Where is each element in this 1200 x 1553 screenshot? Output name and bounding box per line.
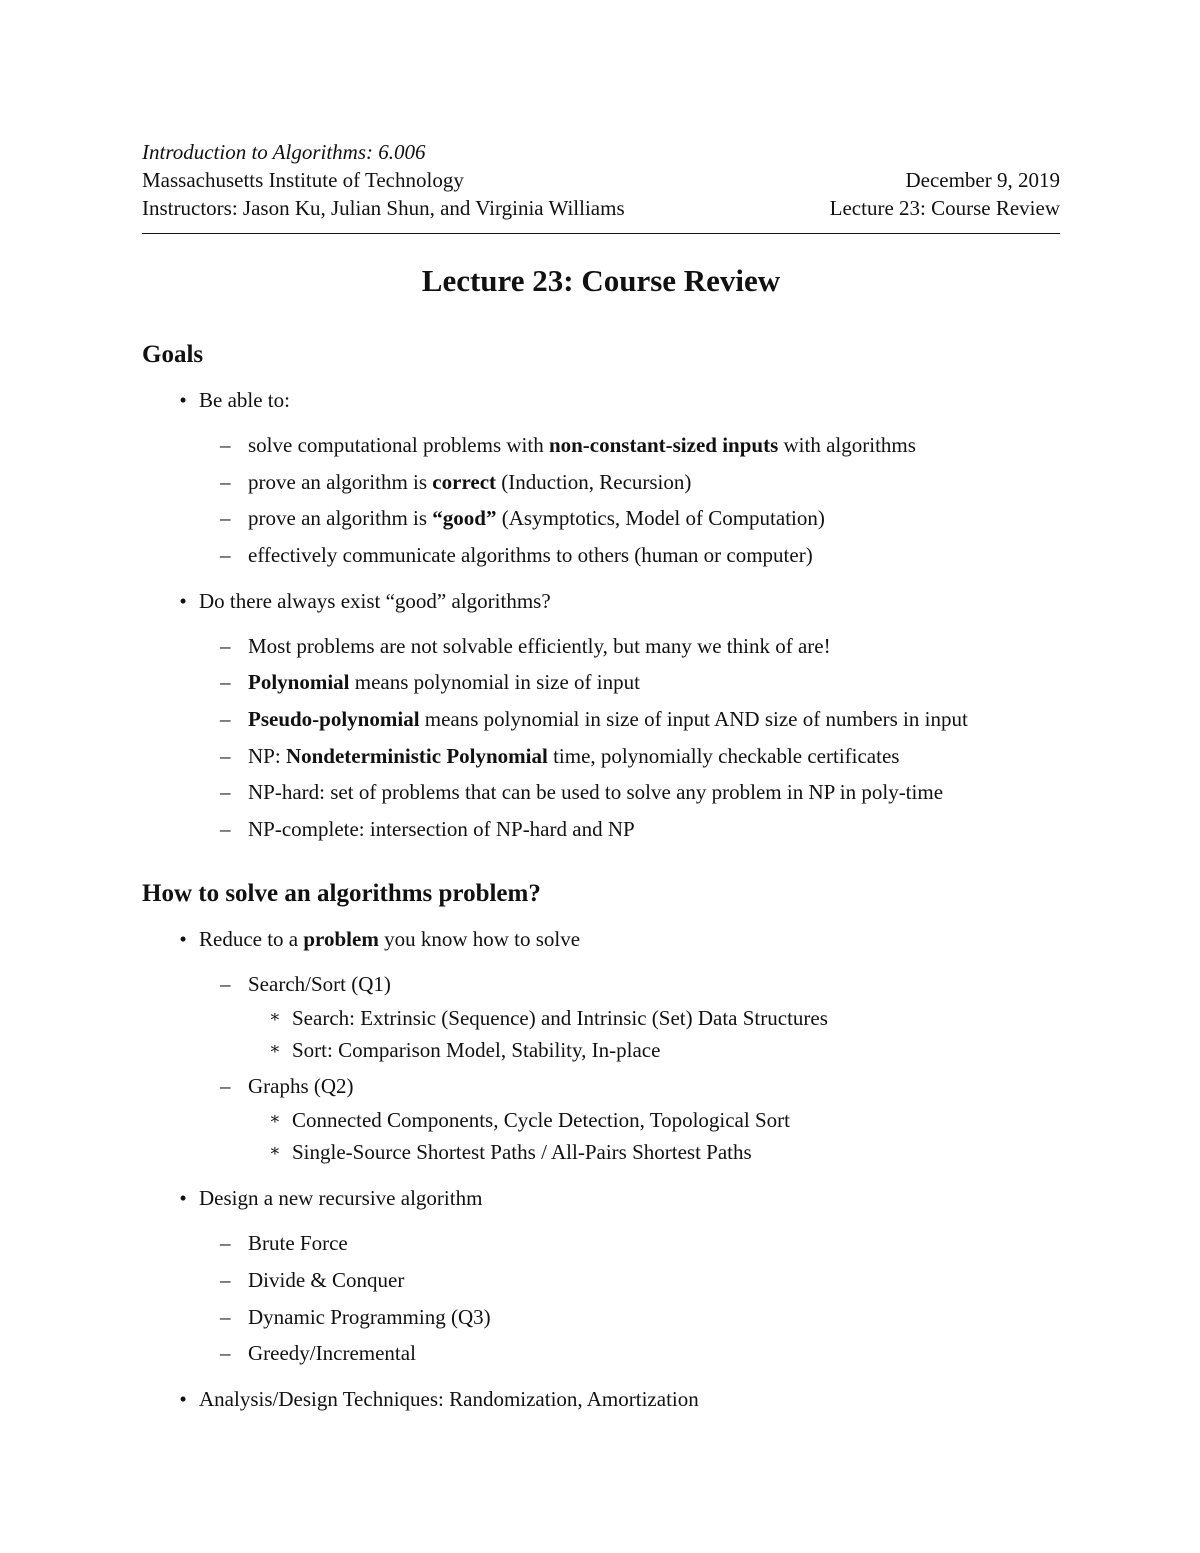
be-able-label: Be able to: <box>199 388 290 412</box>
design-sublist <box>199 1229 1060 1367</box>
item-text: time, polynomially checkable certificates <box>547 743 900 768</box>
course-name: Introduction to Algorithms: 6.006 <box>142 140 426 164</box>
subsublist-item <box>248 1106 1060 1134</box>
instructors: Instructors: Jason Ku, Julian Shun, and Virginia Williams <box>142 196 625 220</box>
exist-sublist <box>199 632 1060 843</box>
item-text: Dynamic Programming (Q3) <box>248 1304 491 1329</box>
item-text: Single-Source Shortest Paths / All-Pairs Shortest Paths <box>292 1140 752 1165</box>
dash-icon: – <box>220 1074 231 1099</box>
bullet-icon: • <box>179 1387 187 1412</box>
bullet-icon: • <box>179 1186 187 1211</box>
dash-icon: – <box>220 469 231 494</box>
sublist-item <box>199 632 1060 660</box>
dash-icon: – <box>220 433 231 457</box>
list-item-reduce <box>142 925 1060 1167</box>
star-icon: ∗ <box>269 1038 281 1058</box>
dash-icon: – <box>220 1341 231 1366</box>
item-text: Sort: Comparison Model, Stability, In-place <box>292 1037 661 1062</box>
sublist-item-search-sort <box>199 970 1060 1064</box>
dash-icon: – <box>220 743 231 768</box>
item-text: Brute Force <box>248 1231 348 1256</box>
item-text: (Induction, Recursion) <box>496 469 692 494</box>
dash-icon: – <box>220 971 231 996</box>
item-bold: correct <box>432 469 497 494</box>
sublist-item <box>199 778 1060 806</box>
goals-list <box>142 386 1060 843</box>
item-text: solve computational problems with <box>248 433 549 457</box>
bullet-icon: • <box>179 926 187 951</box>
dash-icon: – <box>220 780 231 805</box>
item-text: prove an algorithm is <box>248 506 433 531</box>
sublist-item <box>199 1339 1060 1367</box>
sublist-item <box>199 468 1060 496</box>
sublist-item <box>199 1229 1060 1257</box>
item-text: with algorithms <box>778 433 916 457</box>
graphs-sublist <box>248 1106 1060 1166</box>
header-row-3 <box>142 194 1060 222</box>
star-icon: ∗ <box>269 1141 281 1161</box>
item-text: NP: <box>248 743 286 768</box>
item-bold: “good” <box>432 506 497 531</box>
lecture-date: December 9, 2019 <box>905 168 1060 192</box>
sublist-item <box>199 742 1060 770</box>
item-text: means polynomial in size of input <box>349 670 640 695</box>
sublist-item-graphs <box>199 1072 1060 1166</box>
dash-icon: – <box>220 1304 231 1329</box>
item-text: Design a new recursive algorithm <box>199 1186 483 1211</box>
item-text: Analysis/Design Techniques: Randomization, Amortization <box>199 1387 699 1412</box>
item-text: effectively communicate algorithms to others (human or computer) <box>248 542 813 567</box>
sublist-item <box>199 705 1060 733</box>
item-text: Connected Components, Cycle Detection, Topological Sort <box>292 1108 790 1133</box>
dash-icon: – <box>220 816 231 841</box>
item-text: Most problems are not solvable efficiently, but many we think of are! <box>248 633 831 658</box>
item-text: means polynomial in size of input AND size of numbers in input <box>419 706 968 731</box>
item-text: prove an algorithm is <box>248 469 433 494</box>
item-bold: Nondeterministic Polynomial <box>285 743 548 768</box>
subsublist-item <box>248 1004 1060 1032</box>
exist-label: Do there always exist “good” algorithms? <box>199 588 551 613</box>
search-sort-sublist <box>248 1004 1060 1064</box>
list-item-exist <box>142 587 1060 843</box>
item-text: Search: Extrinsic (Sequence) and Intrinsic (Set) Data Structures <box>292 1005 828 1030</box>
lecture-label: Lecture 23: Course Review <box>829 196 1060 220</box>
sublist-item <box>199 431 1060 459</box>
item-text: NP-complete: intersection of NP-hard and NP <box>248 816 635 841</box>
sublist-item <box>199 668 1060 696</box>
item-text: Graphs (Q2) <box>248 1074 354 1099</box>
item-text: Reduce to a <box>199 926 304 951</box>
dash-icon: – <box>220 1267 231 1292</box>
star-icon: ∗ <box>269 1006 281 1026</box>
sublist-item <box>199 504 1060 532</box>
dash-icon: – <box>220 542 231 567</box>
institution: Massachusetts Institute of Technology <box>142 168 464 192</box>
item-text: Search/Sort (Q1) <box>248 971 391 996</box>
dash-icon: – <box>220 1231 231 1256</box>
item-bold: Polynomial <box>248 670 350 695</box>
item-bold: Pseudo-polynomial <box>248 706 420 731</box>
sublist-item <box>199 1303 1060 1331</box>
item-text: Divide & Conquer <box>248 1267 405 1292</box>
sublist-item <box>199 815 1060 843</box>
reduce-sublist <box>199 970 1060 1167</box>
item-bold: problem <box>303 926 379 951</box>
bullet-icon: • <box>179 588 187 613</box>
item-text: NP-hard: set of problems that can be used to solve any problem in NP in poly-time <box>248 780 944 805</box>
star-icon: ∗ <box>269 1109 281 1129</box>
list-item-design <box>142 1184 1060 1367</box>
header-row-1 <box>142 138 1060 166</box>
sublist-item <box>199 541 1060 569</box>
sublist-item <box>199 1266 1060 1294</box>
howto-list <box>142 925 1060 1413</box>
section-heading-howto: How to solve an algorithms problem? <box>142 879 541 907</box>
header-row-2 <box>142 166 1060 194</box>
dash-icon: – <box>220 506 231 531</box>
header-rule <box>142 233 1060 234</box>
document-page <box>142 138 1060 1413</box>
be-able-sublist <box>199 431 1060 569</box>
bullet-icon: • <box>179 388 187 412</box>
page-title: Lecture 23: Course Review <box>421 263 781 298</box>
subsublist-item <box>248 1138 1060 1166</box>
section-heading-goals: Goals <box>142 341 204 368</box>
list-item-analysis <box>142 1385 1060 1413</box>
subsublist-item <box>248 1036 1060 1064</box>
item-text: Greedy/Incremental <box>248 1341 416 1366</box>
list-item-be-able <box>142 386 1060 569</box>
dash-icon: – <box>220 670 231 695</box>
item-text: (Asymptotics, Model of Computation) <box>496 506 825 531</box>
dash-icon: – <box>220 706 231 731</box>
item-bold: non-constant-sized inputs <box>548 433 779 457</box>
dash-icon: – <box>220 633 231 658</box>
item-text: you know how to solve <box>378 926 581 951</box>
